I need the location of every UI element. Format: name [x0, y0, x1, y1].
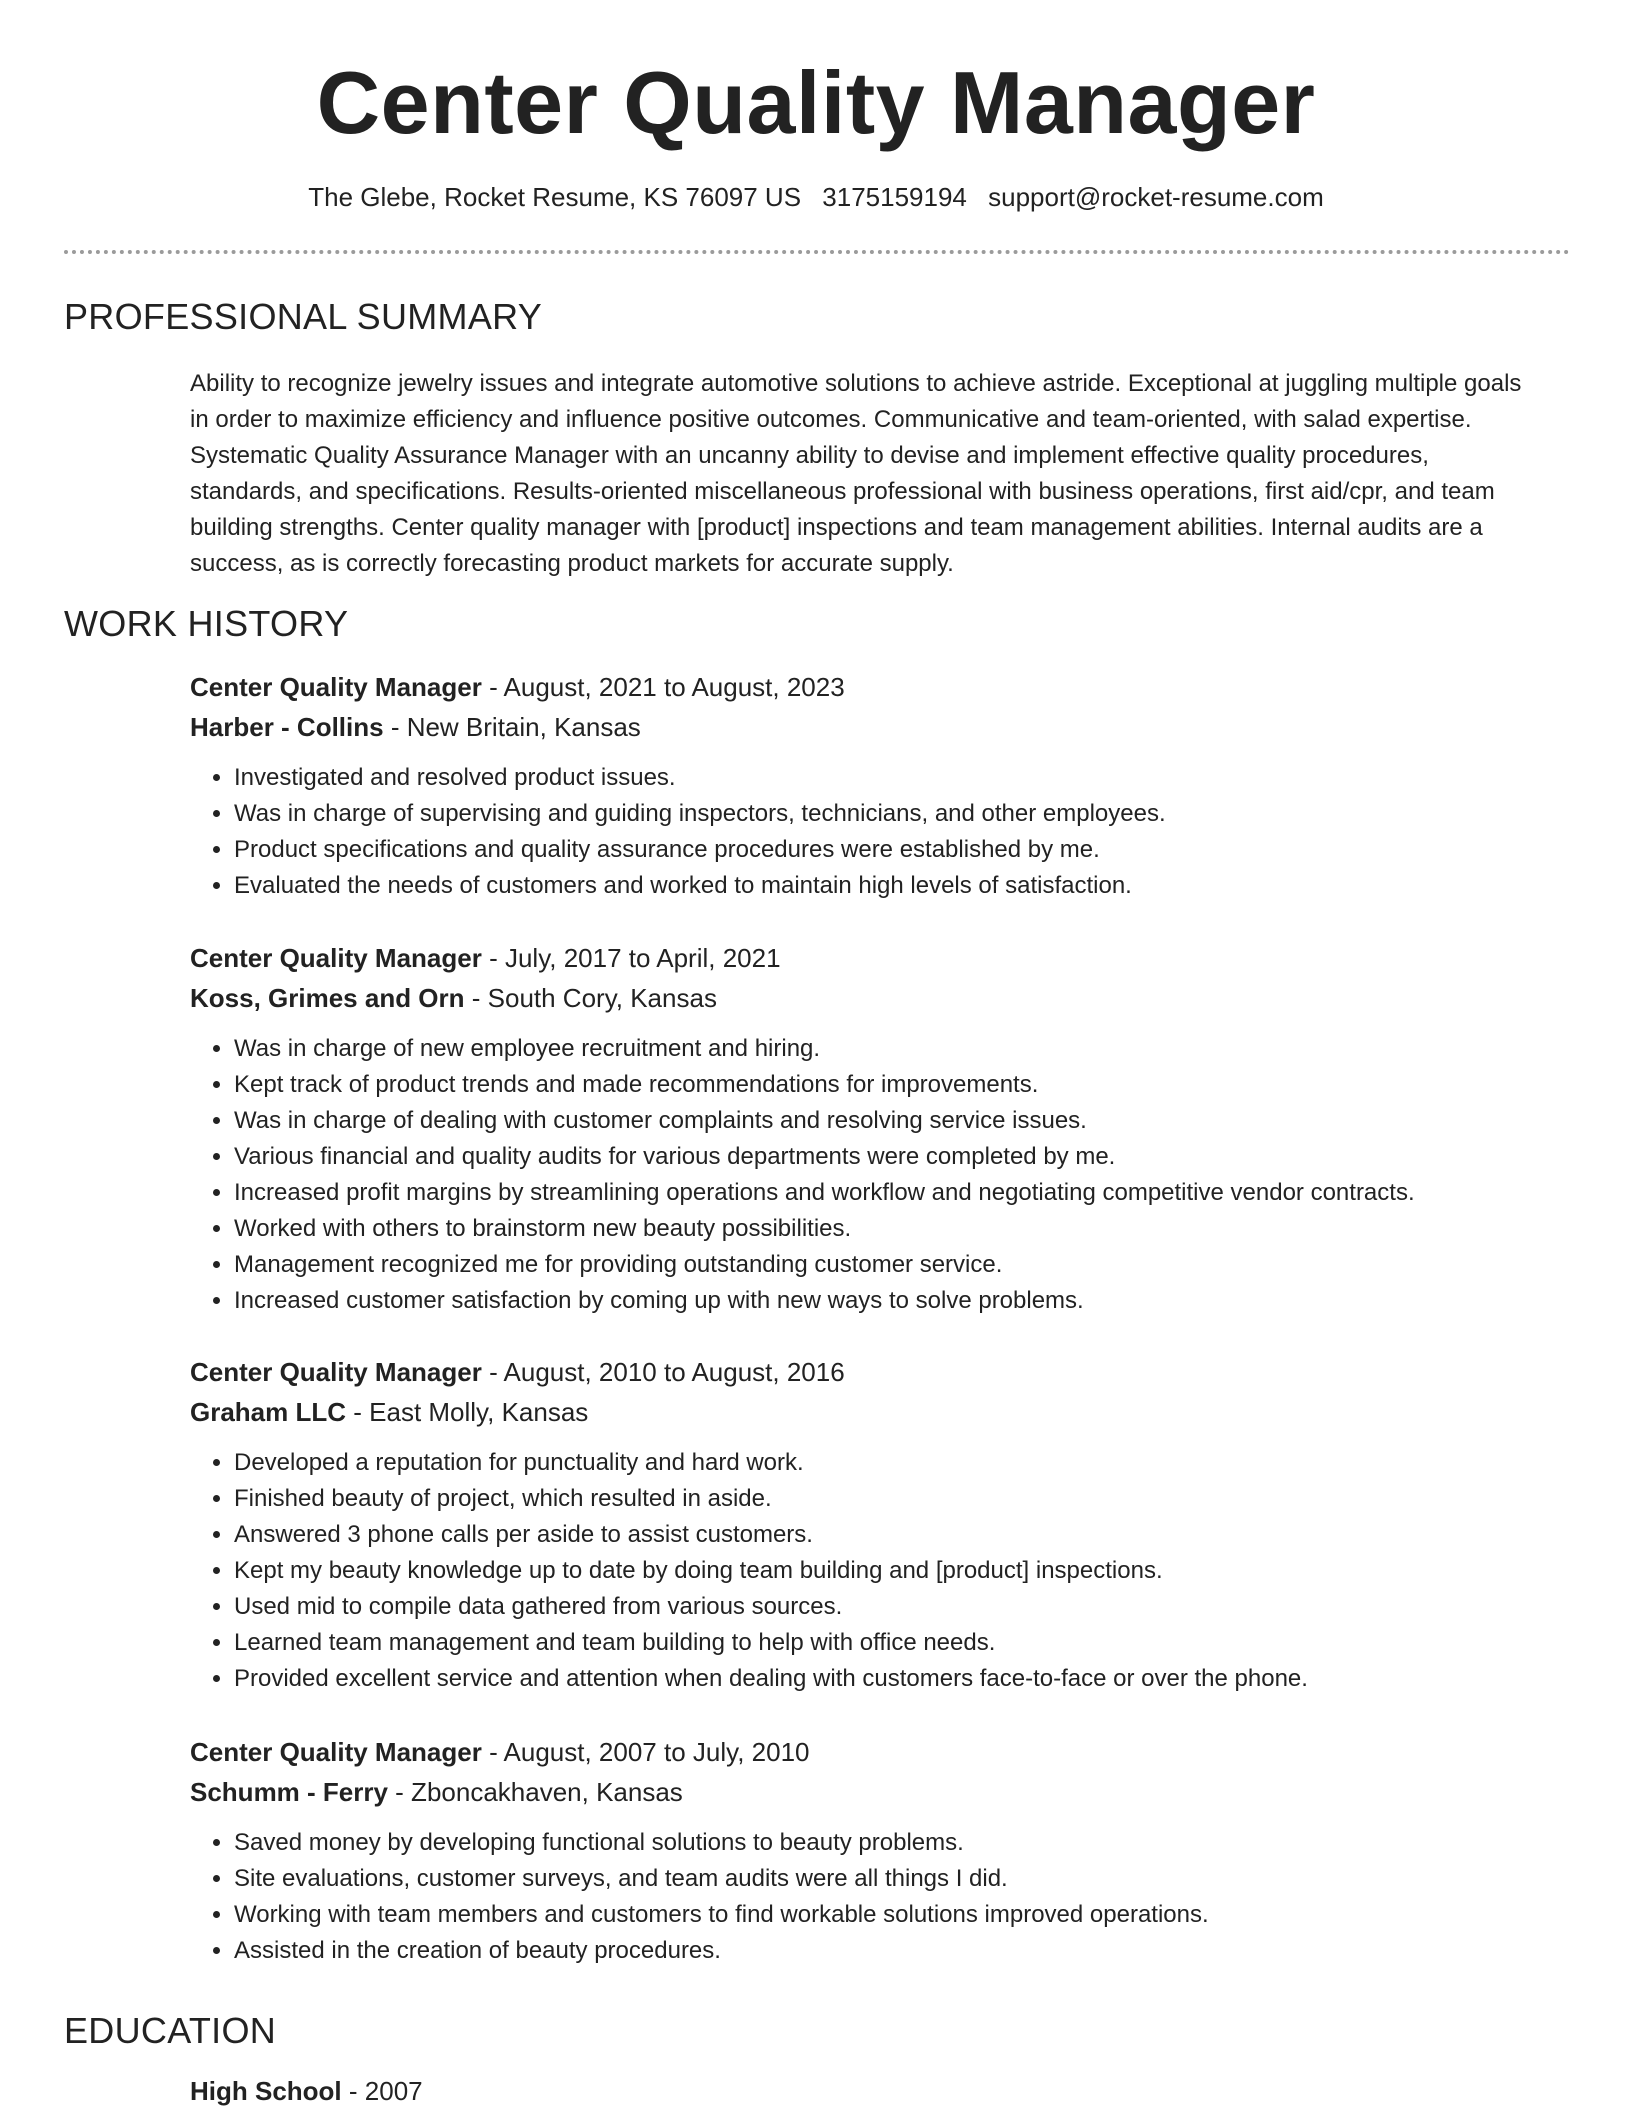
- job-bullet: • Was in charge of new employee recruitment and hiring.: [234, 1031, 1550, 1067]
- job-dates: - July, 2017 to April, 2021: [481, 943, 781, 973]
- job-location: - New Britain, Kansas: [383, 712, 641, 742]
- resume-name: Center Quality Manager: [316, 53, 1316, 152]
- education-heading: EDUCATION: [64, 2010, 277, 2051]
- job-bullet: • Worked with others to brainstorm new beauty possibilities.: [234, 1211, 1550, 1247]
- job-bullet: • Investigated and resolved product issues.: [234, 760, 1550, 796]
- job-bullet: • Answered 3 phone calls per aside to assist customers.: [234, 1517, 1550, 1553]
- job-role: Center Quality Manager: [190, 1357, 482, 1387]
- job-company: Graham LLC: [190, 1397, 347, 1427]
- job-bullet: • Evaluated the needs of customers and worked to maintain high levels of satisfaction.: [234, 868, 1550, 904]
- job-bullet: • Management recognized me for providing outstanding customer service.: [234, 1247, 1550, 1283]
- job-entry: [190, 1733, 1550, 1969]
- job-bullet: • Developed a reputation for punctuality and hard work.: [234, 1445, 1550, 1481]
- job-dates: - August, 2007 to July, 2010: [481, 1737, 810, 1767]
- job-company-line: [190, 979, 1550, 1017]
- job-bullet: • Increased customer satisfaction by coming up with new ways to solve problems.: [234, 1283, 1550, 1319]
- job-role: Center Quality Manager: [190, 943, 482, 973]
- job-bullet: • Provided excellent service and attention when dealing with customers face-to-face or over the phone.: [234, 1661, 1550, 1697]
- job-bullet: • Increased profit margins by streamlining operations and workflow and negotiating competitive vendor contracts.: [234, 1175, 1550, 1211]
- job-dates: - August, 2010 to August, 2016: [481, 1357, 845, 1387]
- job-entry: [190, 939, 1550, 1319]
- job-title-line: [190, 1733, 1550, 1771]
- job-company: Schumm - Ferry: [190, 1777, 388, 1807]
- job-bullets: [190, 1825, 1550, 1969]
- job-title-line: [190, 939, 1550, 977]
- education-entry: [190, 2072, 423, 2110]
- job-bullets: [190, 1031, 1550, 1319]
- job-company-line: [190, 1393, 1550, 1431]
- job-title-line: [190, 668, 1550, 706]
- job-role: Center Quality Manager: [190, 1737, 482, 1767]
- job-bullet: • Was in charge of dealing with customer complaints and resolving service issues.: [234, 1103, 1550, 1139]
- contact-email: support@rocket-resume.com: [988, 182, 1324, 212]
- job-dates: - August, 2021 to August, 2023: [481, 672, 845, 702]
- job-bullet: • Various financial and quality audits for various departments were completed by me.: [234, 1139, 1550, 1175]
- job-bullets: [190, 760, 1550, 904]
- job-role: Center Quality Manager: [190, 672, 482, 702]
- job-bullet: • Saved money by developing functional solutions to beauty problems.: [234, 1825, 1550, 1861]
- education-degree: High School: [190, 2076, 342, 2106]
- header-divider: [64, 250, 1570, 254]
- job-location: - East Molly, Kansas: [346, 1397, 589, 1427]
- job-entry: [190, 668, 1550, 904]
- job-bullet: • Assisted in the creation of beauty procedures.: [234, 1933, 1550, 1969]
- job-company-line: [190, 1773, 1550, 1811]
- job-company: Koss, Grimes and Orn: [190, 983, 465, 1013]
- job-bullet: • Kept track of product trends and made recommendations for improvements.: [234, 1067, 1550, 1103]
- summary-heading: PROFESSIONAL SUMMARY: [64, 296, 543, 337]
- job-bullet: • Product specifications and quality assurance procedures were established by me.: [234, 832, 1550, 868]
- job-bullet: • Finished beauty of project, which resulted in aside.: [234, 1481, 1550, 1517]
- job-bullet: • Was in charge of supervising and guiding inspectors, technicians, and other employees.: [234, 796, 1550, 832]
- job-bullet: • Kept my beauty knowledge up to date by doing team building and [product] inspections.: [234, 1553, 1550, 1589]
- job-company: Harber - Collins: [190, 712, 384, 742]
- job-bullets: [190, 1445, 1550, 1697]
- job-bullet: • Learned team management and team building to help with office needs.: [234, 1625, 1550, 1661]
- job-title-line: [190, 1353, 1550, 1391]
- job-bullet: • Site evaluations, customer surveys, and team audits were all things I did.: [234, 1861, 1550, 1897]
- job-location: - Zboncakhaven, Kansas: [387, 1777, 683, 1807]
- job-bullet: • Working with team members and customers to find workable solutions improved operations.: [234, 1897, 1550, 1933]
- work-history-heading: WORK HISTORY: [64, 603, 349, 644]
- contact-phone: 3175159194: [822, 182, 967, 212]
- job-company-line: [190, 708, 1550, 746]
- education-year: - 2007: [341, 2076, 423, 2106]
- job-bullet: • Used mid to compile data gathered from various sources.: [234, 1589, 1550, 1625]
- job-entry: [190, 1353, 1550, 1697]
- contact-line: [0, 182, 1632, 213]
- summary-text: Ability to recognize jewelry issues and integrate automotive solutions to achieve astride. Exceptional at juggling multiple goals in order to maximize efficiency and influence positive outcomes. Communicative and team-oriented, with salad expertise. Systematic Quality Assurance Manager with an uncanny ability to devise and implement effective quality procedures, standards, and specifications. Results-oriented miscellaneous professional with business operations, first aid/cpr, and team building strengths. Center quality manager with [product] inspections and team management abilities. Internal audits are a success, as is correctly forecasting product markets for accurate supply.: [190, 370, 1522, 577]
- job-location: - South Cory, Kansas: [464, 983, 717, 1013]
- contact-address: The Glebe, Rocket Resume, KS 76097 US: [308, 182, 802, 212]
